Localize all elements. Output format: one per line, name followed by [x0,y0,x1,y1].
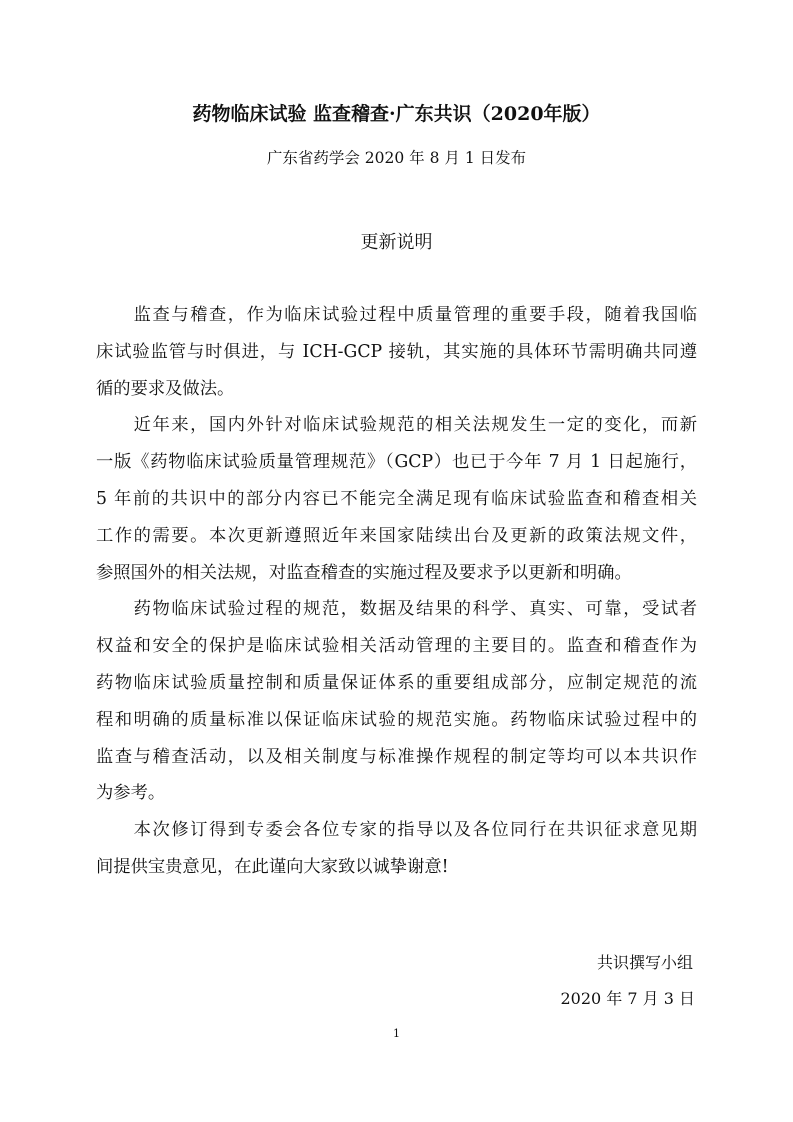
text-line: 药物临床试验质量控制和质量保证体系的重要组成部分，应制定规范的流 [96,672,697,693]
text-line: 药物临床试验过程的规范，数据及结果的科学、真实、可靠，受试者 [96,599,697,620]
body-text [96,297,697,886]
paragraph [96,297,697,407]
text-line: 程和明确的质量标准以保证临床试验的规范实施。药物临床试验过程中的 [96,709,697,730]
text-line: 间提供宝贵意见，在此谨向大家致以诚挚谢意! [96,856,449,877]
paragraph [96,812,697,886]
text-line: 一版《药物临床试验质量管理规范》（GCP）也已于今年 7 月 1 日起施行， [96,452,697,473]
signature-group: 共识撰写小组 [596,953,693,972]
paragraph [96,407,697,591]
text-line: 参照国外的相关法规，对监查稽查的实施过程及要求予以更新和明确。 [96,562,632,583]
text-line: 监查与稽查活动，以及相关制度与标准操作规程的制定等均可以本共识作 [96,746,697,767]
text-line: 近年来，国内外针对临床试验规范的相关法规发生一定的变化，而新 [96,415,697,436]
text-line: 本次修订得到专委会各位专家的指导以及各位同行在共识征求意见期 [96,820,697,841]
text-line: 5 年前的共识中的部分内容已不能完全满足现有临床试验监查和稽查相关 [96,488,697,509]
paragraph [96,591,697,812]
text-line: 床试验监管与时俱进，与 ICH-GCP 接轨，其实施的具体环节需明确共同遵 [96,341,697,362]
text-line: 工作的需要。本次更新遵照近年来国家陆续出台及更新的政策法规文件， [96,525,697,546]
publication-line: 广东省药学会 2020 年 8 月 1 日发布 [266,149,527,167]
text-line: 为参考。 [96,783,166,804]
document-title: 药物临床试验 监查稽查·广东共识（2020年版） [192,103,601,125]
text-line: 循的要求及做法。 [96,378,235,399]
signature-date: 2020 年 7 月 3 日 [560,989,695,1008]
section-heading: 更新说明 [360,232,433,253]
text-line: 权益和安全的保护是临床试验相关活动管理的主要目的。监查和稽查作为 [96,636,697,657]
text-line: 监查与稽查，作为临床试验过程中质量管理的重要手段，随着我国临 [96,305,697,325]
page-number: 1 [393,1027,400,1040]
